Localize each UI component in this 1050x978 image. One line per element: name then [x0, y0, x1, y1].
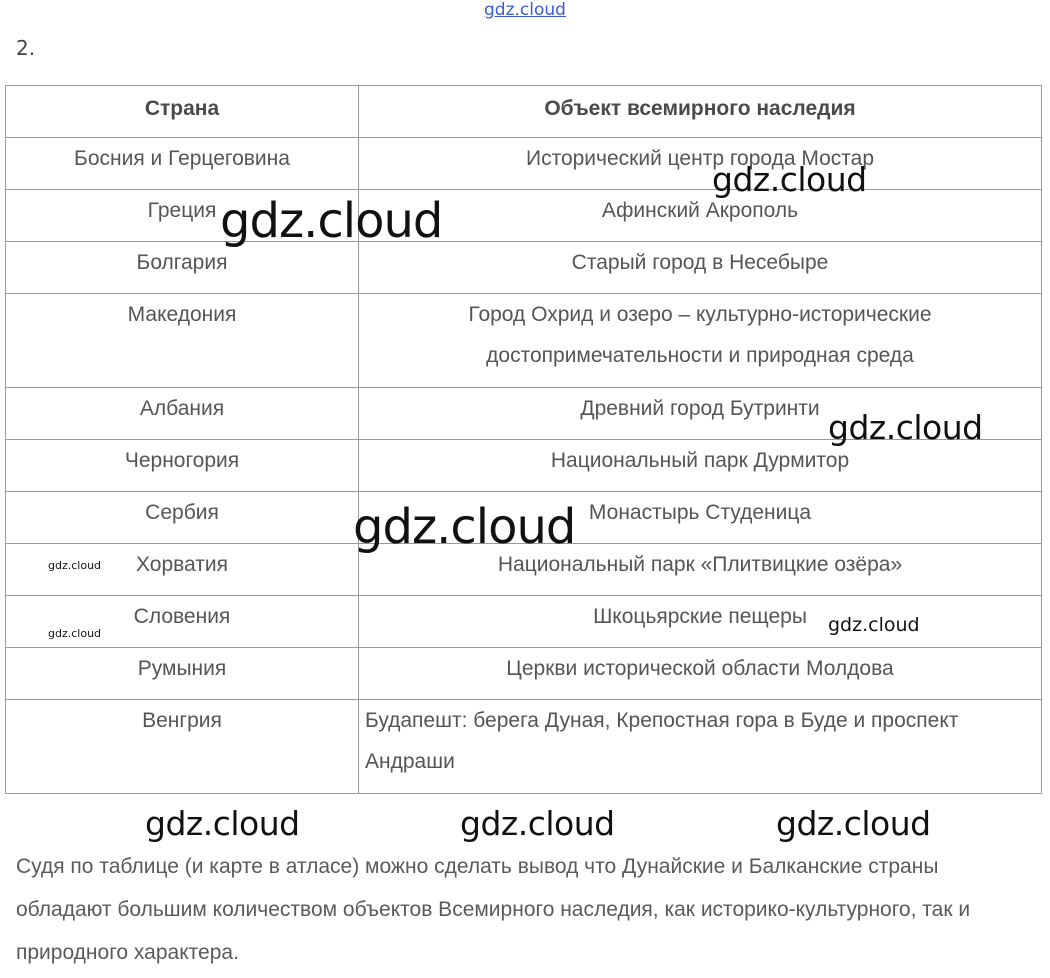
object-cell: Будапешт: берега Дуная, Крепостная гора в Буде и проспект Андраши — [359, 700, 1042, 794]
watermark-text: gdz.cloud — [145, 804, 300, 843]
watermark-text: gdz.cloud — [48, 627, 102, 640]
country-cell: Босния и Герцеговина — [6, 138, 359, 190]
country-cell: Словения — [6, 596, 359, 648]
column-header-country: Страна — [6, 86, 359, 138]
watermark-text: gdz.cloud — [460, 804, 615, 843]
table-row — [6, 242, 1042, 294]
table-row — [6, 440, 1042, 492]
watermark-text: gdz.cloud — [712, 160, 867, 199]
task-number: 2. — [16, 36, 36, 60]
watermark-text: gdz.cloud — [220, 193, 443, 249]
object-cell: Национальный парк Дурмитор — [359, 440, 1042, 492]
table-header-row — [6, 86, 1042, 138]
table-row — [6, 190, 1042, 242]
conclusion-paragraph: Судя по таблице (и карте в атласе) можно сделать вывод что Дунайские и Балканские страны обладают большим количеством объектов Всемирного наследия, как историко-культурного, так и природного характера. — [16, 855, 971, 964]
table-row — [6, 294, 1042, 388]
object-cell: Афинский Акрополь — [359, 190, 1042, 242]
watermark-text: gdz.cloud — [353, 499, 576, 555]
object-cell: Монастырь Студеница — [359, 492, 1042, 544]
object-cell: Исторический центр города Мостар — [359, 138, 1042, 190]
watermark-text: gdz.cloud — [776, 804, 931, 843]
object-cell: Старый город в Несебыре — [359, 242, 1042, 294]
table-row — [6, 138, 1042, 190]
column-header-object: Объект всемирного наследия — [359, 86, 1042, 138]
table-row — [6, 700, 1042, 794]
country-cell: Венгрия — [6, 700, 359, 794]
top-watermark-link[interactable]: gdz.cloud — [484, 0, 566, 20]
country-cell: Сербия — [6, 492, 359, 544]
object-cell: Древний город Бутринти — [359, 388, 1042, 440]
table-row — [6, 648, 1042, 700]
country-cell: Румыния — [6, 648, 359, 700]
object-cell: Церкви исторической области Молдова — [359, 648, 1042, 700]
country-cell: Греция — [6, 190, 359, 242]
watermark-text: gdz.cloud — [828, 614, 920, 636]
country-cell: Хорватия — [6, 544, 359, 596]
object-cell: Город Охрид и озеро – культурно-исторические достопримечательности и природная среда — [359, 294, 1042, 388]
watermark-text: gdz.cloud — [48, 559, 102, 572]
country-cell: Болгария — [6, 242, 359, 294]
watermark-text: gdz.cloud — [828, 408, 983, 447]
country-cell: Черногория — [6, 440, 359, 492]
object-cell: Национальный парк «Плитвицкие озёра» — [359, 544, 1042, 596]
object-cell: Шкоцьярские пещеры — [359, 596, 1042, 648]
country-cell: Албания — [6, 388, 359, 440]
country-cell: Македония — [6, 294, 359, 388]
